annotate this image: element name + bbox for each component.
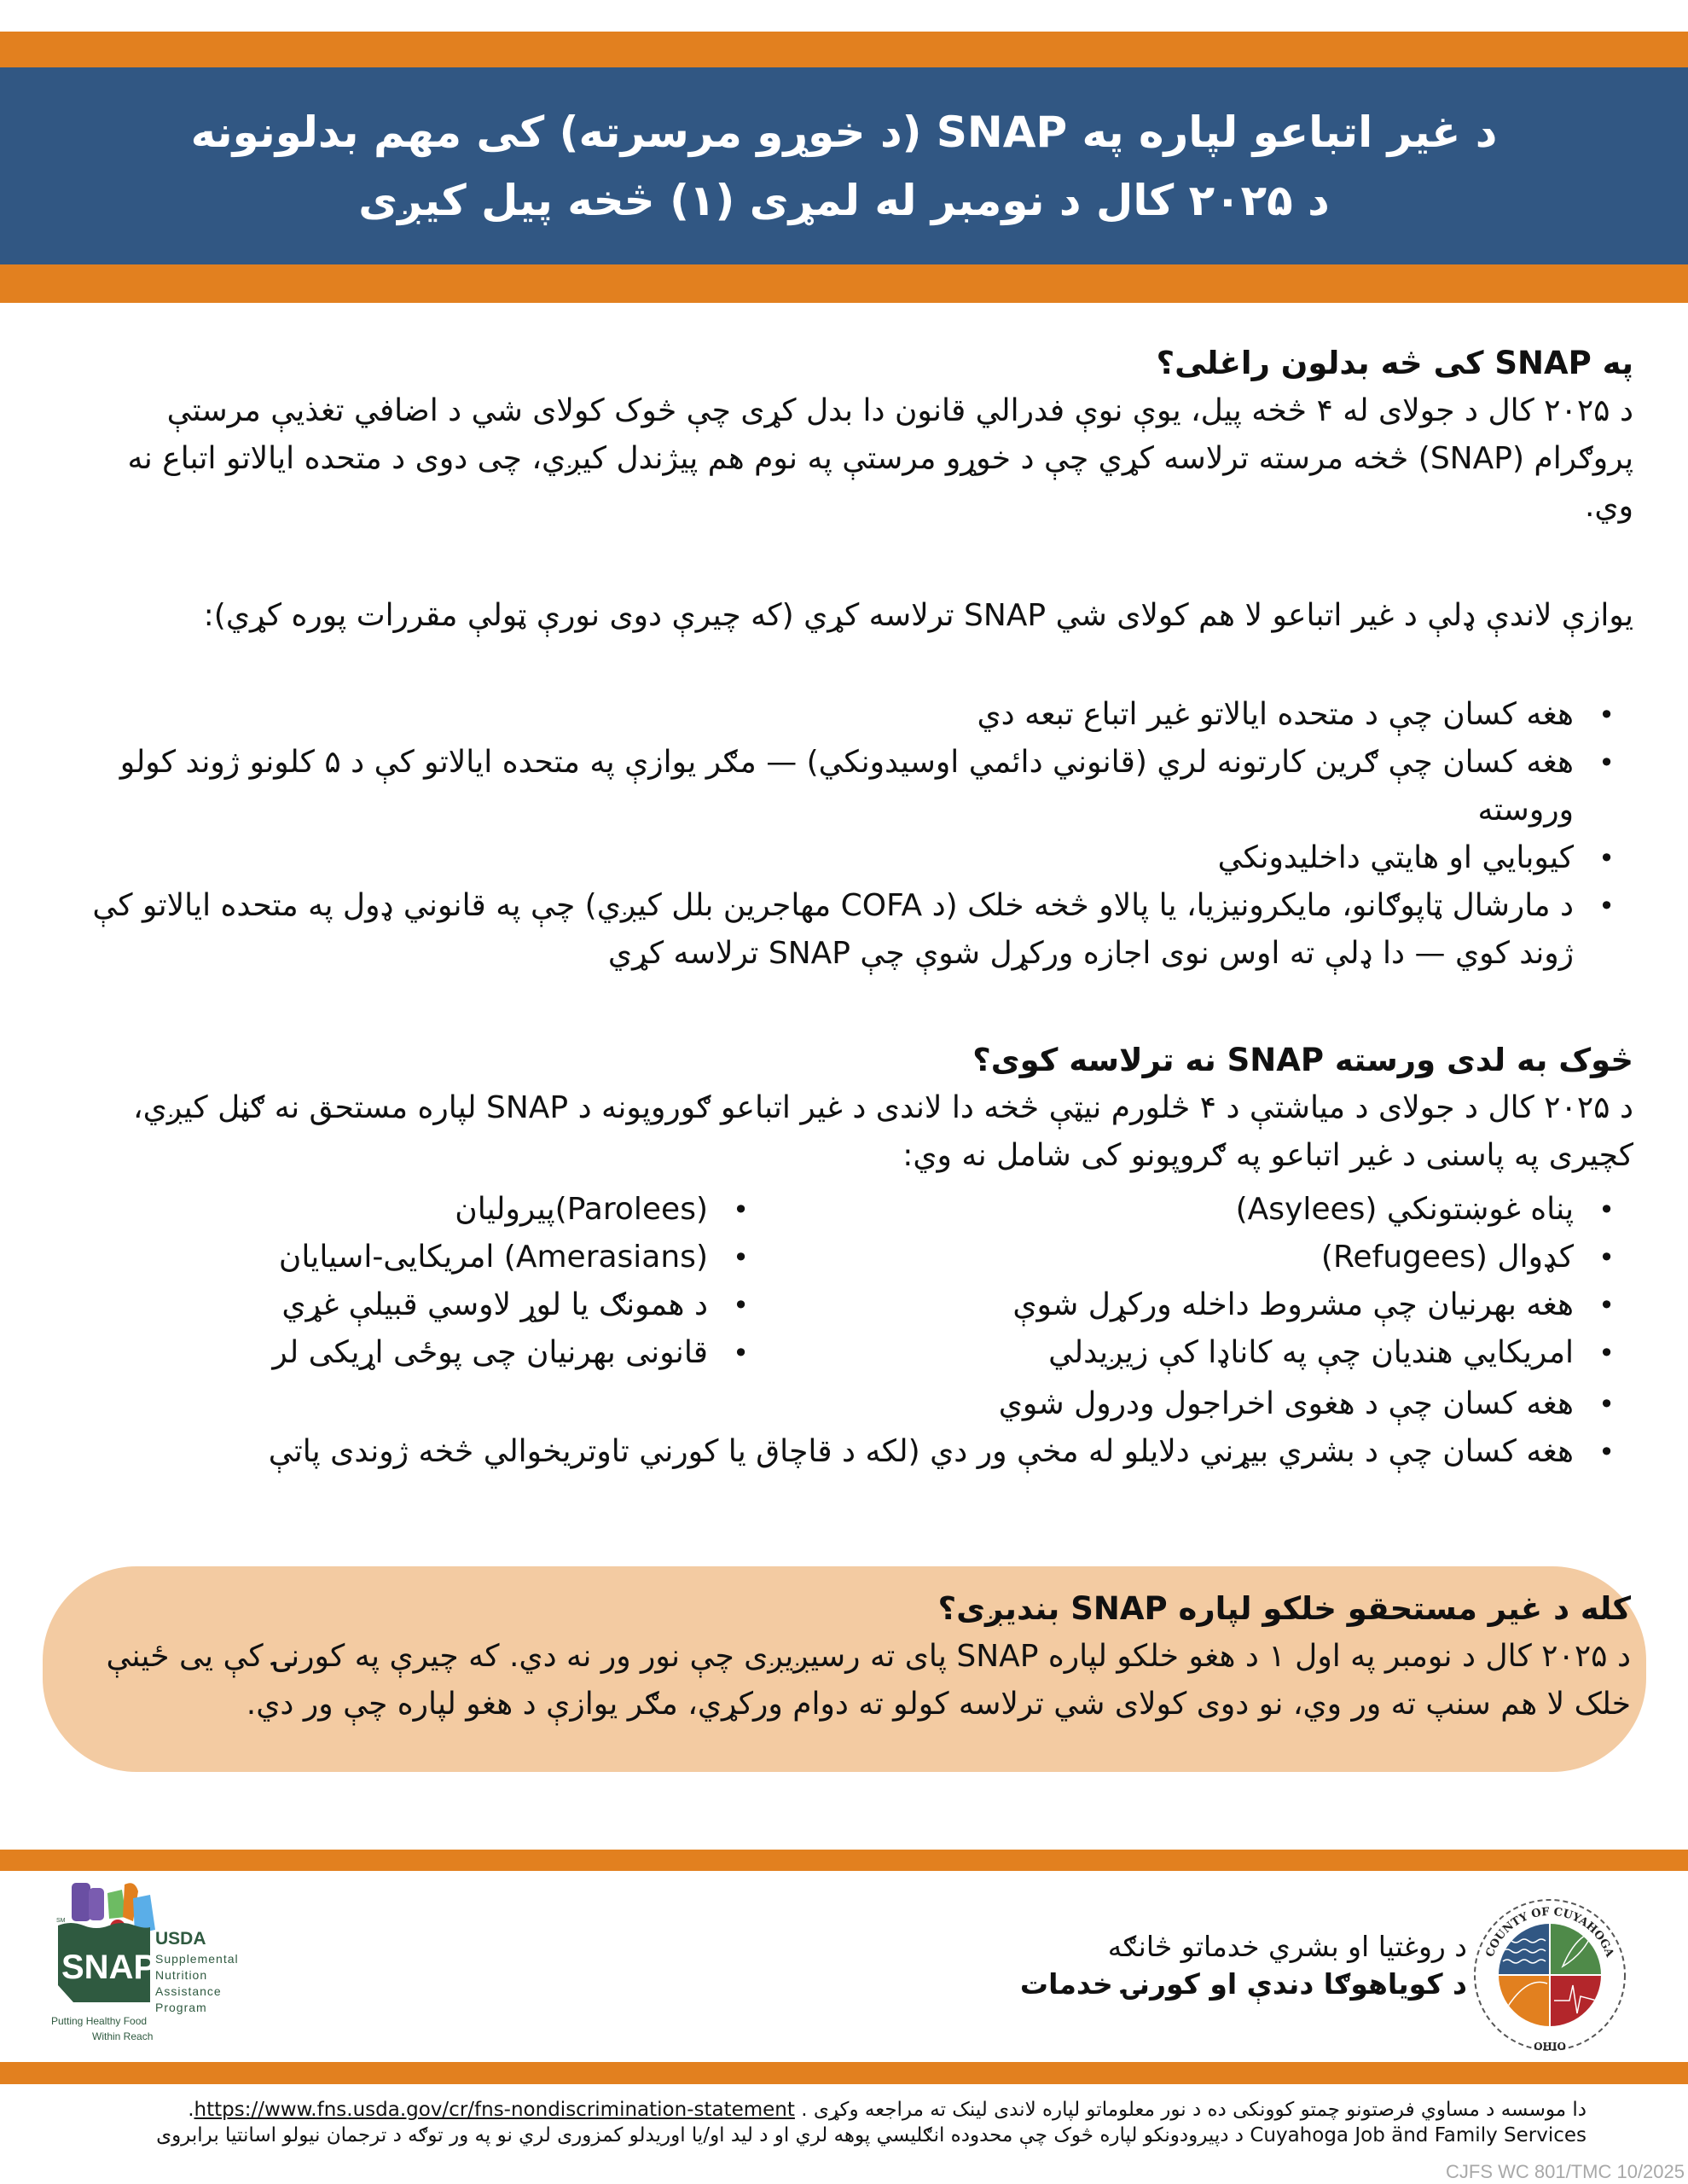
- note-line-2: Cuyahoga Job änd Family Services د دپیرودونکو لپاره څوک چې محدوده انګلیسي پوهه لري او د لید او/یا اوریدلو کمزوری لري نو په ور توګه د ترجمان نیولو اسانتیا برابروی: [156, 2124, 1586, 2146]
- bread-shape-2: [89, 1888, 104, 1920]
- ineligible-list-wide: [128, 1380, 1633, 1476]
- seal-bottom-text: OHIO: [1534, 2041, 1566, 2053]
- list-item: • امریکایي هندیان چې په کاناډا کې زیږیدلي: [853, 1329, 1574, 1377]
- list-item: • (Parolees)پیرولیان: [128, 1186, 708, 1234]
- nondiscrimination-note: [85, 2097, 1586, 2148]
- section-body: د ۲۰۲۵ کال د جولای له ۴ څخه پیل، یوې نوې فدرالي قانون دا بدل کړی چې څوک کولای شي د اضافي تغذیې مرستې پروګرام (SNAP) څخه مرسته ترلاسه کړي چې د خوړو مرستې په نوم هم پیژندل کیږي، چی دوی د متحده ایالاتو اتباع نه وي.: [127, 393, 1633, 524]
- sm-mark: SM: [56, 1918, 66, 1924]
- header-orange-band-top: [0, 32, 1688, 67]
- list-item: • هغه کسان چې د بشري بیړني دلایلو له مخې ور دي (لکه د قاچاق یا کورني تاوتریخوالي څخه ژوندی پاتې: [128, 1428, 1574, 1476]
- form-code: CJFS WC 801/TMC 10/2025: [1446, 2161, 1685, 2182]
- county-branding: [1006, 1885, 1638, 2056]
- list-item: • هغه کسان چې د هغوی اخراجول ودرول شوي: [128, 1380, 1574, 1428]
- section-body: د ۲۰۲۵ کال د جولای د میاشتې د ۴ څلورم نیټې څخه دا لاندی د غیر اتباعو ګوروپونه د SNAP لپاره مستحق نه ګڼل کیږي، کچیری په پاسنی د غیر اتباعو په ګروپونو کی شامل نه وي:: [132, 1090, 1633, 1173]
- list-item: • کډوال (Refugees): [853, 1234, 1574, 1281]
- footer-orange-band: [0, 1850, 1688, 1871]
- program-line-4: Program: [155, 2001, 207, 2014]
- county-services-line: د کویاهوګا دندې او کورنۍ خدمات: [1019, 1967, 1467, 2001]
- ineligible-list-left: [128, 1186, 768, 1377]
- snap-wordmark: SNAP: [61, 1949, 157, 1986]
- list-item: • کیوبایي او هایتي داخلیدونکي: [60, 834, 1574, 882]
- section-heading: څوک به لدی ورسته SNAP نه ترلاسه کوی؟: [972, 1042, 1633, 1078]
- note-line-1: [85, 2097, 1586, 2123]
- snap-bag-icon: [49, 1883, 305, 2053]
- tagline-line-2: Within Reach: [92, 2030, 154, 2042]
- list-item: • د همونګ یا لوړ لاوسي قبیلې غړي: [128, 1281, 708, 1329]
- list-item: • هغه بهرنیان چې مشروط داخله ورکړل شوې: [853, 1281, 1574, 1329]
- eligible-intro-text: یوازې لاندې ډلې د غیر اتباعو لا هم کولای شي SNAP ترلاسه کړي (که چیرې دوی نورې ټولې مقررات پوره کړي):: [203, 598, 1633, 633]
- tagline-line-1: Putting Healthy Food: [51, 2015, 148, 2027]
- section-heading: په SNAP کی څه بدلون راغلی؟: [1156, 345, 1633, 381]
- list-item: • هغه کسان چې د متحده ایالاتو غیر اتباع تبعه دي: [60, 691, 1574, 739]
- ineligible-list-right: [853, 1186, 1633, 1377]
- note-line-1-end: .: [188, 2099, 194, 2121]
- title-banner: [0, 67, 1688, 264]
- list-item: • قانونی بهرنیان چی پوځی اړیکی لر: [128, 1329, 708, 1377]
- header-orange-band-bottom: [0, 264, 1688, 303]
- seal-top-text: COUNTY OF CUYAHOGA: [1483, 1905, 1616, 1960]
- county-seal-icon: [1469, 1890, 1631, 2056]
- program-line-2: Nutrition: [155, 1968, 208, 1982]
- list-item: • پناه غوښتونکي (Asylees): [853, 1186, 1574, 1234]
- nondiscrimination-link[interactable]: https://www.fns.usda.gov/cr/fns-nondiscrimination-statement: [194, 2099, 795, 2121]
- section-what-changed: [73, 340, 1633, 531]
- usda-text: USDA: [155, 1929, 206, 1949]
- bread-shape: [72, 1883, 90, 1921]
- page-title-line-2: د ۲۰۲۵ کال د نومبر له لمړی (۱) څخه پیل کیږی: [358, 175, 1330, 225]
- section-who-loses: [73, 1037, 1633, 1180]
- eligible-groups-list: [60, 691, 1633, 978]
- eligible-groups-intro: [73, 592, 1633, 640]
- callout-body: د ۲۰۲۵ کال د نومبر په اول ۱ د هغو خلکو لپاره SNAP پای ته رسیږیږی چې نور ور نه دي. که چیرې په کورنۍ کې یی ځینې خلک لا هم سنپ ته ور وي، نو دوی کولای شي ترلاسه کولو ته دوام ورکړي، مګر یوازې د هغو لپاره چې ور دي.: [106, 1639, 1631, 1722]
- list-item: • هغه کسان چې ګرین کارتونه لري (قانوني دائمي اوسیدونکي) — مګر یوازې په متحده ایالاتو کې د ۵ کلونو ژوند کولو وروسته: [60, 739, 1574, 834]
- program-line-3: Assistance: [155, 1984, 222, 1998]
- snap-logo: [49, 1883, 305, 2053]
- footer-orange-band-2: [0, 2062, 1688, 2084]
- list-item: • د مارشال ټاپوګانو، مایکرونیزیا، یا پالاو څخه خلک (د COFA مهاجرین بلل کیږي) چې په قانوني ډول په متحده ایالاتو کې ژوند کوي — دا ډلې ته اوس نوی اجازه ورکړل شوې چې SNAP ترلاسه کړي: [60, 882, 1574, 978]
- page-title-line-1: د غیر اتباعو لپاره په SNAP (د خوړو مرسرته) کی مهم بدلونونه: [190, 107, 1498, 157]
- note-line-1-text: دا موسسه د مساوي فرصتونو چمتو کوونکی ده د نور معلوماتو لپاره لاندی لینک ته مراجعه وکړی .: [801, 2099, 1586, 2121]
- callout-box: [43, 1566, 1646, 1772]
- county-dept-line: د روغتیا او بشري خدماتو څانګه: [1107, 1930, 1467, 1963]
- list-item: • (Amerasians) امریکایی-اسیایان: [128, 1234, 708, 1281]
- callout-heading: کله د غیر مستحقو خلکو لپاره SNAP بندیږی؟: [937, 1590, 1631, 1627]
- program-line-1: Supplemental: [155, 1952, 239, 1966]
